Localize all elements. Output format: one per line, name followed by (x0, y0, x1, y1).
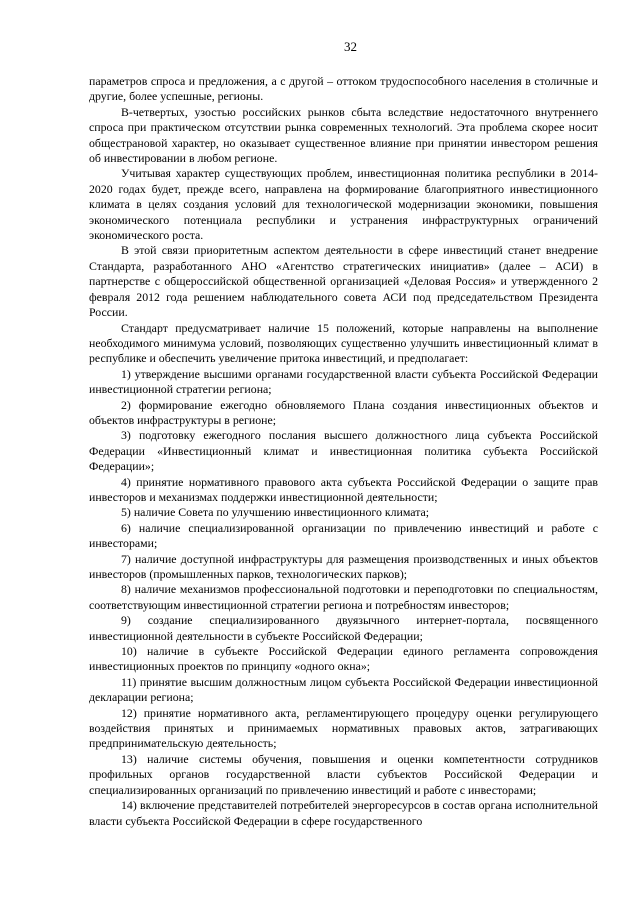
paragraph: 7) наличие доступной инфраструктуры для размещения производственных и иных объектов инвесторов (промышленных парков, технологических парков); (89, 551, 598, 581)
body-text (89, 74, 598, 829)
paragraph: 9) создание специализированного двуязычного интернет-портала, посвященного инвестиционной деятельности в субъекте Российской Федерации; (89, 613, 598, 643)
paragraph: 10) наличие в субъекте Российской Федерации единого регламента сопровождения инвестиционных проектов по принципу «одного окна»; (89, 644, 598, 674)
paragraph: Учитывая характер существующих проблем, инвестиционная политика республики в 2014-2020 годах будет, прежде всего, направлена на формирование благоприятного инвестиционного климата в целях создания условий для технологической модернизации экономики, повышения экономического потенциала республики и устранения инфраструктурных ограничений экономического роста. (89, 166, 598, 243)
paragraph: 11) принятие высшим должностным лицом субъекта Российской Федерации инвестиционной декларации региона; (89, 674, 598, 705)
paragraph: 3) подготовку ежегодного послания высшего должностного лица субъекта Российской Федерации «Инвестиционный климат и инвестиционная политика субъекта Российской Федерации»; (89, 428, 598, 474)
paragraph: 6) наличие специализированной организации по привлечению инвестиций и работе с инвесторами; (89, 520, 598, 551)
paragraph: В этой связи приоритетным аспектом деятельности в сфере инвестиций станет внедрение Стандарта, разработанного АНО «Агентство стратегических инициатив» (далее – АСИ) в партнерстве с общероссийской общественной организацией «Деловая Россия» и утвержденного 2 февраля 2012 года решением наблюдательного совета АСИ под председательством Президента России. (89, 243, 598, 320)
paragraph: 2) формирование ежегодно обновляемого Плана создания инвестиционных объектов и объектов инфраструктуры в регионе; (89, 397, 598, 427)
paragraph: 14) включение представителей потребителей энергоресурсов в состав органа исполнительной власти субъекта Российской Федерации в сфере государственного (89, 798, 598, 828)
paragraph: Стандарт предусматривает наличие 15 положений, которые направлены на выполнение необходимого минимума условий, позволяющих существенно улучшить инвестиционный климат в республике и обеспечить увеличение притока инвестиций, и предполагает: (89, 320, 598, 366)
paragraph: 1) утверждение высшими органами государственной власти субъекта Российской Федерации инвестиционной стратегии региона; (89, 366, 598, 397)
paragraph: 5) наличие Совета по улучшению инвестиционного климата; (121, 505, 430, 520)
paragraph: В-четвертых, узостью российских рынков сбыта вследствие недостаточного внутреннего спроса при практическом отсутствии рынка современных технологий. Эта проблема скорее носит общестрановой характер, но оказывает существенное влияние при принятии инвестором решения об инвестировании в любом регионе. (89, 104, 598, 166)
paragraph: параметров спроса и предложения, а с другой – оттоком трудоспособного населения в столичные и другие, более успешные, регионы. (89, 74, 598, 104)
page-number: 32 (344, 39, 357, 54)
paragraph: 4) принятие нормативного правового акта субъекта Российской Федерации о защите прав инвесторов и механизмах поддержки инвестиционной деятельности; (89, 474, 598, 504)
paragraph: 12) принятие нормативного акта, регламентирующего процедуру оценки регулирующего воздействия принятых и принимаемых нормативных правовых актов, затрагивающих предпринимательскую деятельность; (89, 705, 598, 751)
paragraph: 13) наличие системы обучения, повышения и оценки компетентности сотрудников профильных органов государственной власти субъектов Российской Федерации и специализированных организаций по привлечению инвестиций и работе с инвесторами; (89, 751, 598, 797)
paragraph: 8) наличие механизмов профессиональной подготовки и переподготовки по специальностям, соответствующим инвестиционной стратегии региона и потребностям инвесторов; (89, 582, 598, 612)
